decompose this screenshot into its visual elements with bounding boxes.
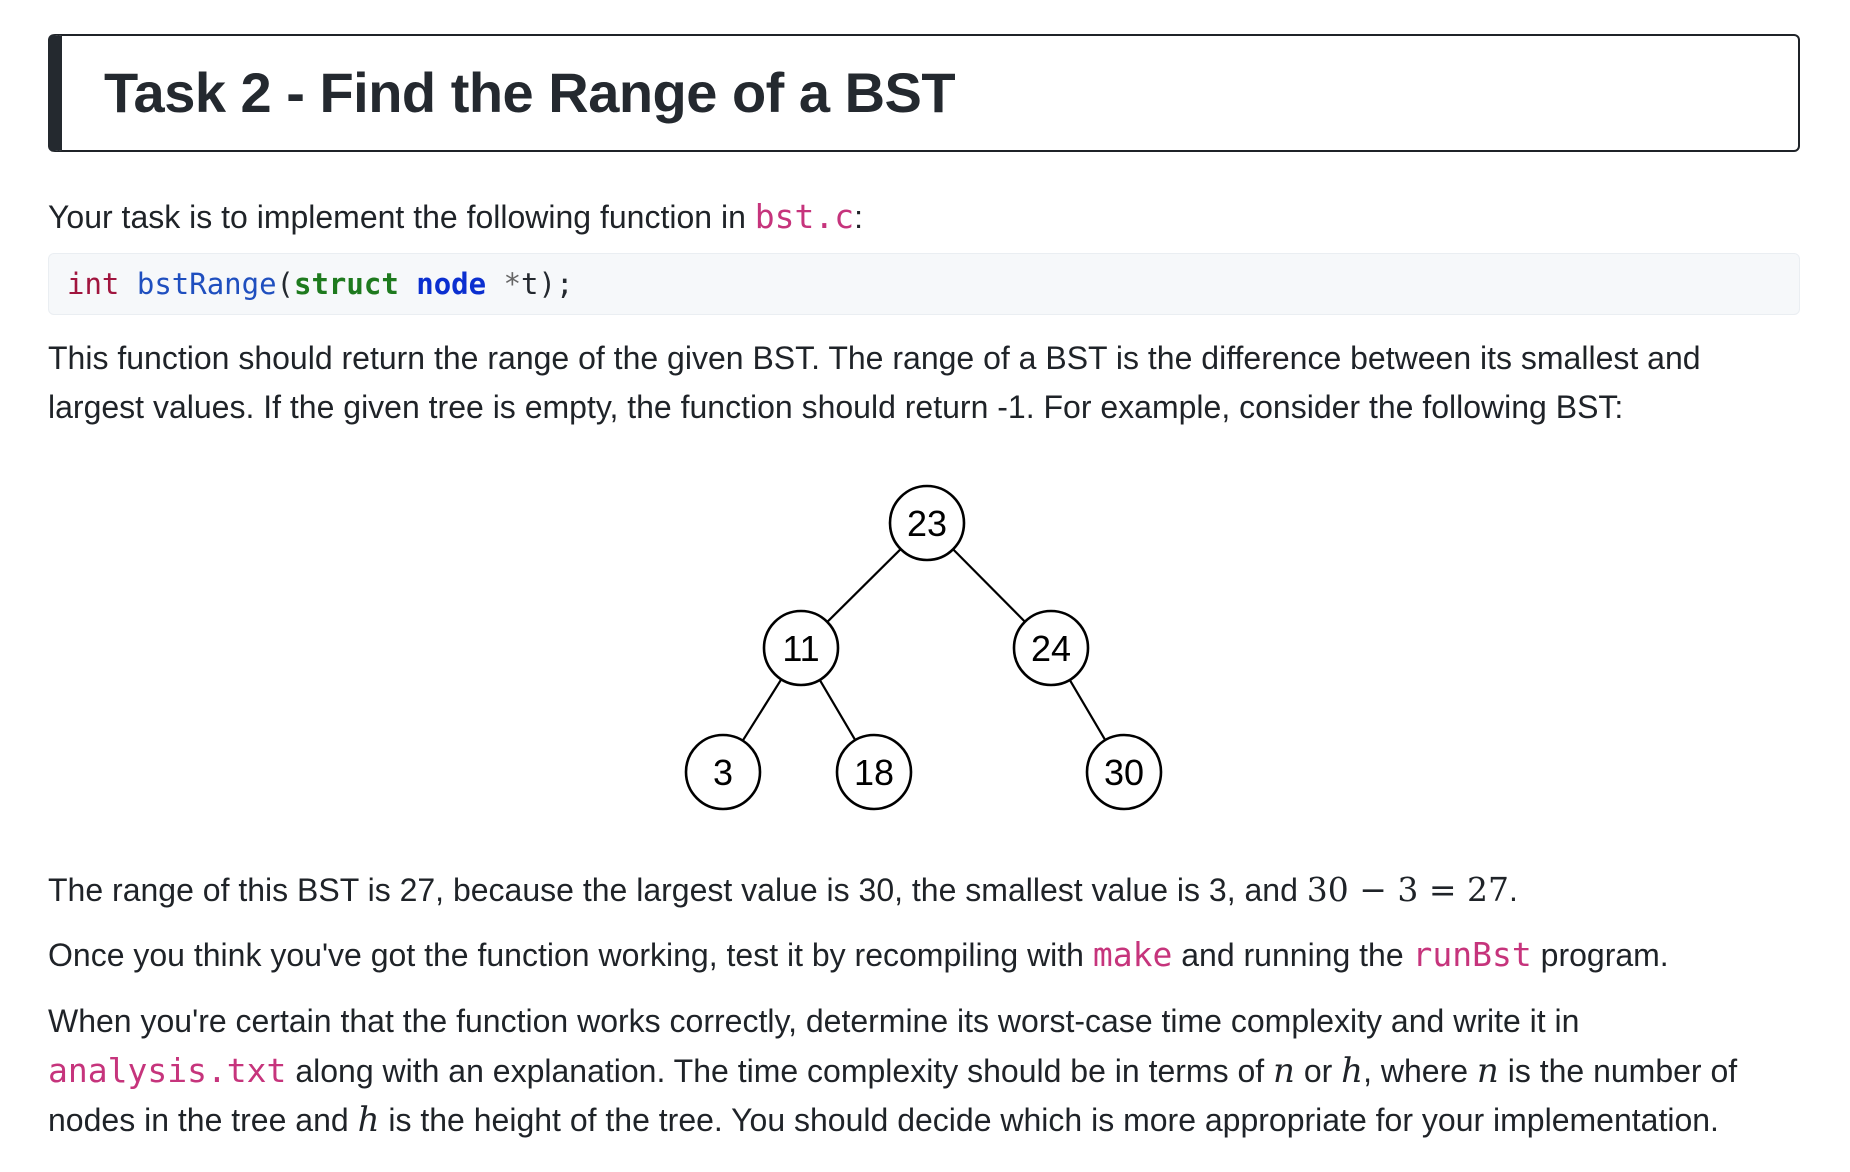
tree-node-label: 23 (906, 503, 948, 544)
tree-node-label: 30 (1103, 752, 1145, 793)
code-type-name: node (416, 267, 487, 301)
intro-file-code: bst.c (754, 197, 855, 236)
description-paragraph (48, 334, 1701, 432)
analysis-l2-part-3: is the number of (1498, 1053, 1738, 1089)
intro-paragraph (48, 192, 863, 242)
analysis-paragraph (48, 997, 1737, 1145)
tree-edge-n23-n11 (827, 549, 900, 622)
range-equation: 30 − 3 = 27 (1306, 870, 1510, 909)
tree-edge-n11-n3 (743, 679, 782, 740)
intro-suffix: : (854, 199, 863, 235)
math-n-2: n (1476, 1051, 1499, 1091)
code-return-type: int (67, 267, 120, 301)
code-struct-keyword: struct (294, 267, 399, 301)
range-suffix: . (1509, 872, 1518, 908)
make-command-code: make (1092, 935, 1173, 974)
tree-node-18 (837, 735, 911, 809)
bst-diagram (48, 460, 1800, 840)
analysis-l3-part-2: is the height of the tree. You should decide which is more appropriate for your implementation. (379, 1102, 1719, 1138)
tree-node-3 (686, 735, 760, 809)
tree-edge-n11-n18 (820, 680, 855, 740)
tree-node-23 (890, 486, 964, 560)
test-part-1: Once you think you've got the function working, test it by recompiling with (48, 937, 1093, 973)
analysis-l3-part-1: nodes in the tree and (48, 1102, 358, 1138)
analysis-l2-part-1: along with an explanation. The time complexity should be in terms of (286, 1053, 1274, 1089)
tree-node-label: 18 (853, 752, 895, 793)
description-line-1: This function should return the range of the given BST. The range of a BST is the difference between its smallest and (48, 340, 1701, 376)
math-h-1: h (1341, 1051, 1364, 1091)
page-title: Task 2 - Find the Range of a BST (104, 61, 956, 124)
range-paragraph (48, 865, 1518, 915)
tree-edge-n23-n24 (953, 549, 1025, 621)
tree-node-24 (1014, 611, 1088, 685)
code-block (48, 253, 1800, 315)
code-close: ); (538, 267, 574, 301)
analysis-l2-part-2: , where (1363, 1053, 1477, 1089)
math-n-1: n (1273, 1051, 1295, 1091)
tree-node-label: 11 (782, 628, 820, 669)
tree-node-30 (1087, 735, 1161, 809)
math-h-2: h (357, 1100, 380, 1140)
heading-box (48, 34, 1800, 152)
tree-node-label: 3 (712, 752, 734, 793)
analysis-or: or (1294, 1053, 1342, 1089)
test-part-2: and running the (1172, 937, 1413, 973)
tree-node-label: 24 (1030, 628, 1072, 669)
test-paragraph (48, 930, 1669, 980)
analysis-line-1: When you're certain that the function works correctly, determine its worst-case time complexity and write it in (48, 1003, 1580, 1039)
description-line-2: largest values. If the given tree is empty, the function should return -1. For example, consider the following BST: (48, 389, 1624, 425)
bst-nodes (686, 486, 1161, 809)
tree-edge-n24-n30 (1070, 680, 1105, 740)
intro-text: Your task is to implement the following function in (48, 199, 755, 235)
code-function-name: bstRange (136, 267, 277, 301)
runbst-command-code: runBst (1412, 935, 1532, 974)
test-part-3: program. (1531, 937, 1669, 973)
tree-node-11 (764, 611, 838, 685)
analysis-file-code: analysis.txt (48, 1051, 287, 1090)
code-pointer: * (503, 267, 522, 301)
range-text: The range of this BST is 27, because the largest value is 30, the smallest value is 3, and (48, 872, 1307, 908)
code-open-paren: ( (276, 267, 295, 301)
code-param: t (521, 267, 539, 301)
